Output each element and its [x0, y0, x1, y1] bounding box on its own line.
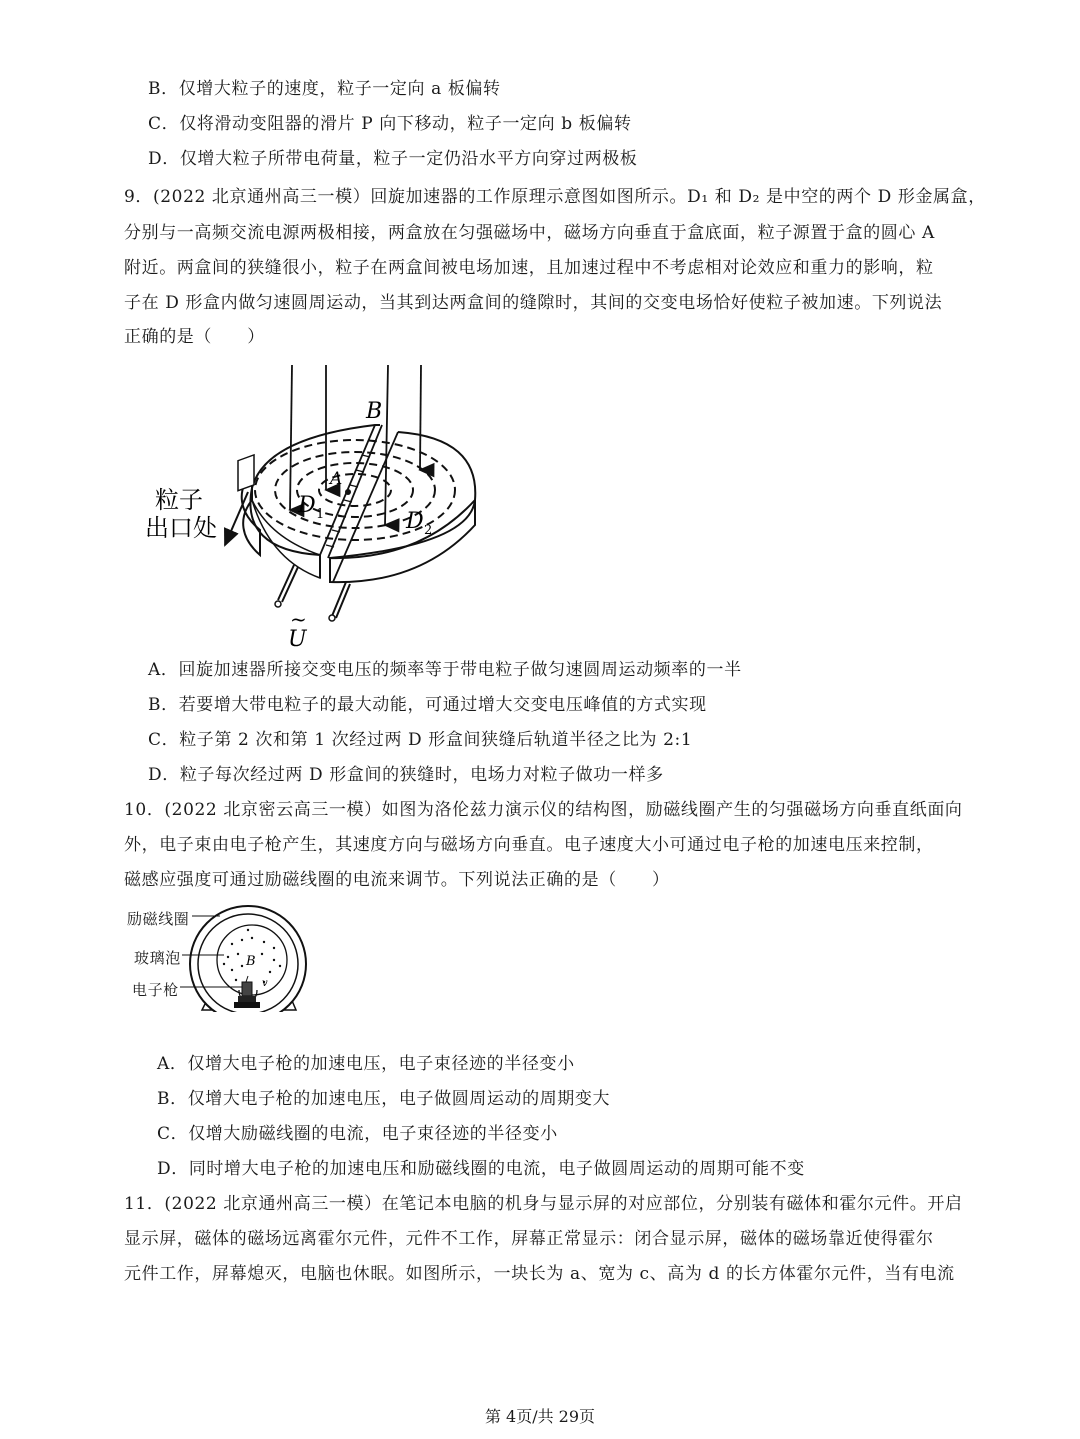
- q9-option-c: C．粒子第 2 次和第 1 次经过两 D 形盒间狭缝后轨道半径之比为 2:1: [148, 730, 693, 750]
- label-d1-sub: 1: [316, 507, 325, 522]
- label-b: B: [366, 399, 383, 424]
- label-a: A: [330, 469, 343, 489]
- page-footer: 第 4页/共 29页: [484, 1407, 596, 1426]
- gun-label: 电子枪: [132, 981, 179, 999]
- voltage-label: U: [288, 627, 307, 652]
- q9-stem-line-1: 9．(2022 北京通州高三一模）回旋加速器的工作原理示意图如图所示。D₁ 和 D₂ 是中空的两个 D 形金属盒，: [124, 187, 986, 207]
- label-d1: D: [298, 493, 316, 518]
- q8-option-b: B．仅增大粒子的速度，粒子一定向 a 板偏转: [148, 79, 501, 99]
- q9-stem-line-3: 附近。两盒间的狭缝很小，粒子在两盒间被电场加速，且加速过程中不考虑相对论效应和重力的影响，粒: [124, 258, 934, 278]
- q10-stem-line-1: 10．(2022 北京密云高三一模）如图为洛伦兹力演示仪的结构图，励磁线圈产生的匀强磁场方向垂直纸面向: [124, 800, 963, 820]
- cyclotron-figure: [130, 360, 490, 655]
- q9-option-d: D．粒子每次经过两 D 形盒间的狭缝时，电场力对粒子做功一样多: [148, 765, 664, 785]
- coil-label: 励磁线圈: [127, 910, 190, 928]
- bulb-label: 玻璃泡: [134, 949, 181, 967]
- q10-option-a: A．仅增大电子枪的加速电压，电子束径迹的半径变小: [157, 1054, 575, 1074]
- q8-option-d: D．仅增大粒子所带电荷量，粒子一定仍沿水平方向穿过两极板: [148, 149, 638, 169]
- q10-option-c: C．仅增大励磁线圈的电流，电子束径迹的半径变小: [157, 1124, 558, 1144]
- q9-option-a: A．回旋加速器所接交变电压的频率等于带电粒子做匀速圆周运动频率的一半: [148, 660, 742, 680]
- q10-option-b: B．仅增大电子枪的加速电压，电子做圆周运动的周期变大: [157, 1089, 611, 1109]
- velocity-label: v: [262, 978, 268, 989]
- q11-stem-line-1: 11．(2022 北京通州高三一模）在笔记本电脑的机身与显示屏的对应部位，分别装有磁体和霍尔元件。开启: [124, 1194, 963, 1214]
- exit-label-line2: 出口处: [145, 514, 217, 542]
- q8-option-c: C．仅将滑动变阻器的滑片 P 向下移动，粒子一定向 b 板偏转: [148, 114, 632, 134]
- q9-option-b: B．若要增大带电粒子的最大动能，可通过增大交变电压峰值的方式实现: [148, 695, 707, 715]
- q10-option-d: D．同时增大电子枪的加速电压和励磁线圈的电流，电子做圆周运动的周期可能不变: [157, 1159, 805, 1179]
- voltage-tilde: ~: [290, 607, 307, 631]
- label-d2: D: [406, 509, 424, 534]
- q10-stem-line-3: 磁感应强度可通过励磁线圈的电流来调节。下列说法正确的是（ ）: [124, 870, 670, 890]
- q11-stem-line-3: 元件工作，屏幕熄灭，电脑也休眠。如图所示，一块长为 a、宽为 c、高为 d 的长方体霍尔元件，当有电流: [124, 1264, 955, 1284]
- b-field-label: B: [246, 954, 256, 969]
- source-a-dot: [345, 489, 351, 495]
- q11-stem-line-2: 显示屏，磁体的磁场远离霍尔元件，元件不工作，屏幕正常显示：闭合显示屏，磁体的磁场靠近使得霍尔: [124, 1229, 934, 1249]
- q9-stem-line-4: 子在 D 形盒内做匀速圆周运动，当其到达两盒间的缝隙时，其间的交变电场恰好使粒子被加速。下列说法: [124, 293, 943, 313]
- label-d2-sub: 2: [424, 523, 433, 538]
- q9-stem-line-2: 分别与一高频交流电源两极相接，两盒放在匀强磁场中，磁场方向垂直于盒底面，粒子源置于盒的圆心 A: [124, 223, 935, 243]
- q9-stem-line-5: 正确的是（ ）: [124, 327, 265, 347]
- slit-ladder: [326, 440, 376, 547]
- exit-label-line1: 粒子: [155, 486, 203, 514]
- q10-stem-line-2: 外，电子束由电子枪产生，其速度方向与磁场方向垂直。电子速度大小可通过电子枪的加速电压来控制，: [124, 835, 934, 855]
